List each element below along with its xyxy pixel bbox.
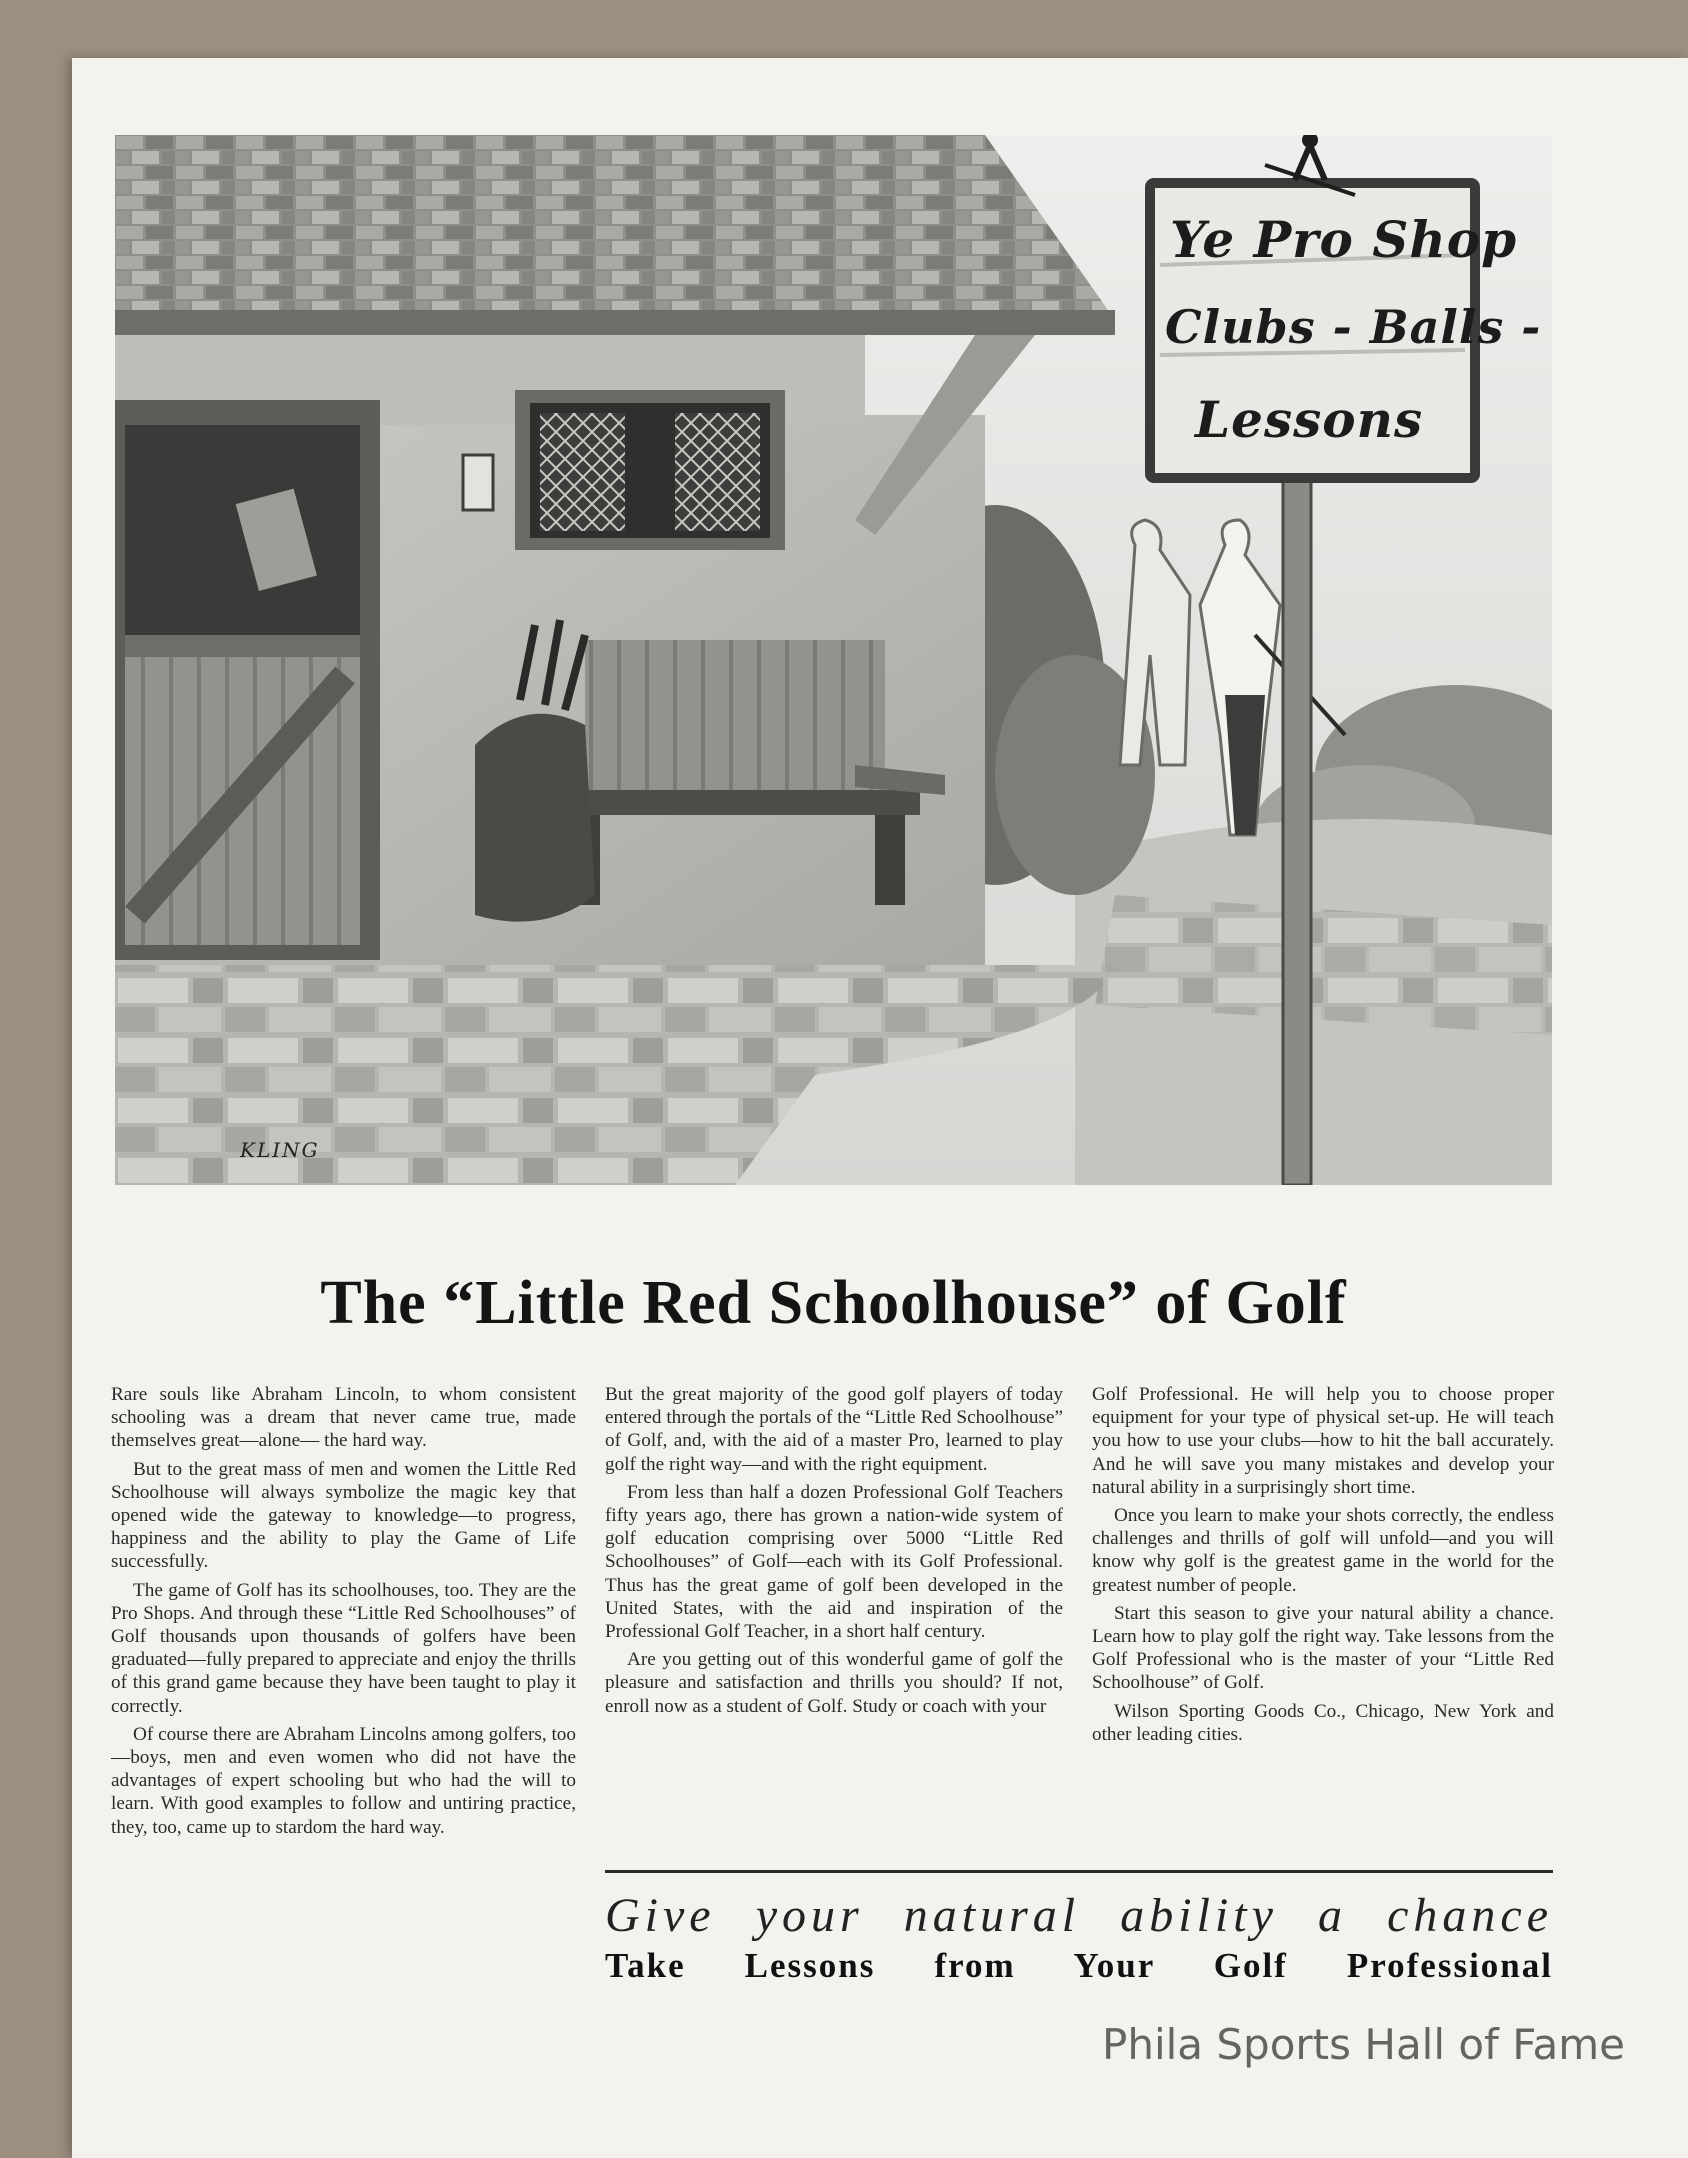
col3-paragraph: Start this season to give your natural ability a chance. Learn how to play golf the right way. Take lessons from the Golf Professional who is the master of your “Little Red Schoolhouse” of Golf. — [1092, 1602, 1554, 1694]
divider-rule — [605, 1870, 1553, 1873]
headline: The “Little Red Schoolhouse” of Golf — [320, 1269, 1347, 1337]
col1-paragraph: Of course there are Abraham Lincolns among golfers, too—boys, men and even women who did not have the advantages of expert schooling but who had the will to learn. With good examples to follow and untiring practice, they, too, came up to stardom the hard way. — [111, 1723, 576, 1838]
tagline: Give your natural ability a chance — [605, 1889, 1553, 1942]
sign-line-1: Ye Pro Shop — [1170, 210, 1518, 269]
body-column-3 — [1092, 1383, 1554, 1751]
body-column-2 — [605, 1383, 1063, 1723]
sign-line-3: Lessons — [1195, 390, 1424, 449]
col3-paragraph: Golf Professional. He will help you to choose proper equipment for your type of physical set-up. He will teach you how to use your clubs—how to hit the ball accurately. And he will save you many mistakes and develop your natural ability in a surprisingly short time. — [1092, 1384, 1554, 1498]
col3-paragraph: Once you learn to make your shots correctly, the endless challenges and thrills of golf will unfold—and you will know why golf is the greatest game in the world for the greatest number of people. — [1092, 1505, 1554, 1596]
col3-paragraph: Wilson Sporting Goods Co., Chicago, New York and other leading cities. — [1092, 1700, 1554, 1745]
illustration-drawing — [115, 135, 1552, 1185]
col1-paragraph: The game of Golf has its schoolhouses, too. They are the Pro Shops. And through these “Little Red Schoolhouses” of Golf thousands upon thousands of golfers have been graduated—fully prepared to appreciate and enjoy the thrills of this grand game because they have been taught to play it correctly. — [111, 1579, 576, 1717]
col1-paragraph: Rare souls like Abraham Lincoln, to whom consistent schooling was a dream that never came true, made themselves great—alone— the hard way. — [111, 1384, 576, 1452]
artist-signature: KLING — [240, 1138, 320, 1162]
pro-shop-illustration — [115, 135, 1552, 1185]
col2-paragraph: But the great majority of the good golf players of today entered through the portals of the “Little Red Schoolhouse” of Golf, and, with the aid of a master Pro, learned to play golf the right way—and with the right equipment. — [605, 1384, 1063, 1475]
col1-paragraph: But to the great mass of men and women the Little Red Schoolhouse will always symbolize the magic key that opened wide the gateway to knowledge—to progress, happiness and the ability to play the Game of Life successfully. — [111, 1458, 576, 1573]
watermark: Phila Sports Hall of Fame — [1102, 2020, 1625, 2069]
body-column-1 — [111, 1383, 576, 1844]
sign-line-2: Clubs - Balls - — [1165, 300, 1542, 354]
col2-paragraph: From less than half a dozen Professional Golf Teachers fifty years ago, there has grown a nation-wide system of golf education comprising over 5000 “Little Red Schoolhouses” of Golf—each with its Golf Professional. Thus has the great game of golf been developed in the United States, with the aid and inspiration of the Professional Golf Teacher, in a short half century. — [605, 1481, 1063, 1643]
col2-paragraph: Are you getting out of this wonderful game of golf the pleasure and satisfaction and thrills you should? If not, enroll now as a student of Golf. Study or coach with your — [605, 1649, 1063, 1717]
subtagline: Take Lessons from Your Golf Professional — [605, 1946, 1553, 1985]
